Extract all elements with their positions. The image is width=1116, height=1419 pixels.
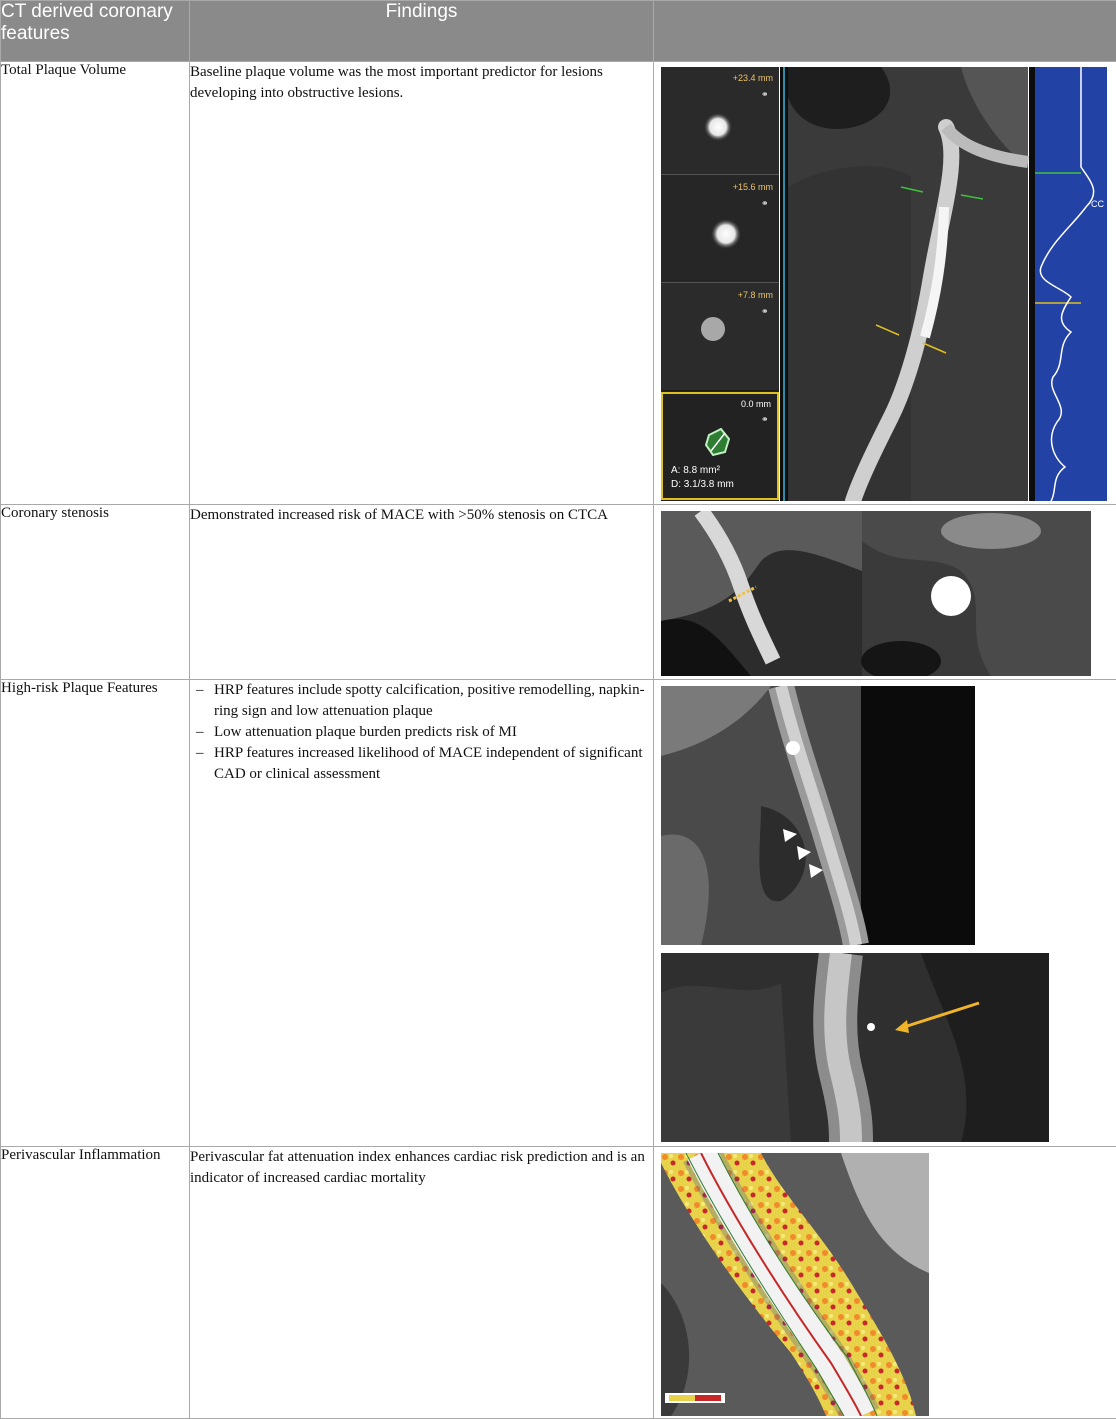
- fai-map-image: [661, 1153, 929, 1416]
- list-item: – HRP features include spotty calcification, positive remodelling, napkin-ring sign and low attenuation plaque: [190, 680, 653, 722]
- table-row: [1, 505, 1116, 680]
- link-icon: ⚭: [761, 306, 769, 316]
- image-cell: [654, 1147, 1116, 1419]
- slice-label-2: +15.6 mm: [733, 182, 773, 192]
- header-features: CT derived coronary features: [1, 1, 190, 62]
- finding-cell: Demonstrated increased risk of MACE with >50% stenosis on CTCA: [190, 505, 654, 680]
- plaque-volume-image: [661, 67, 1107, 501]
- stenosis-image: [661, 511, 1091, 676]
- area-readout: A: 8.8 mm²: [671, 465, 721, 476]
- feature-cell: Total Plaque Volume: [1, 62, 190, 505]
- link-icon: ⚭: [761, 414, 769, 424]
- link-icon: ⚭: [761, 89, 769, 99]
- slice-label-3: +7.8 mm: [738, 290, 773, 300]
- list-item: – HRP features increased likelihood of MACE independent of significant CAD or clinical assessment: [190, 743, 653, 785]
- slice-label-4: 0.0 mm: [741, 399, 771, 409]
- diameter-readout: D: 3.1/3.8 mm: [671, 479, 734, 490]
- image-cell: [654, 62, 1116, 505]
- list-item: – Low attenuation plaque burden predicts risk of MI: [190, 722, 653, 743]
- image-cell: [654, 680, 1116, 1147]
- finding-cell: [190, 680, 654, 1147]
- table-row: [1, 1147, 1116, 1419]
- header-findings: Findings: [190, 1, 654, 62]
- image-cell: [654, 505, 1116, 680]
- header-row: [1, 1, 1116, 62]
- slice-label-1: +23.4 mm: [733, 73, 773, 83]
- header-images: [654, 1, 1116, 62]
- feature-cell: Perivascular Inflammation: [1, 1147, 190, 1419]
- finding-cell: Baseline plaque volume was the most important predictor for lesions developing into obstructive lesions.: [190, 62, 654, 505]
- color-scale-bar: [665, 1393, 725, 1403]
- spotty-calcification-image: [661, 953, 1049, 1142]
- table-row: [1, 62, 1116, 505]
- feature-cell: Coronary stenosis: [1, 505, 190, 680]
- feature-cell: High-risk Plaque Features: [1, 680, 190, 1147]
- napkin-ring-image: [661, 686, 975, 945]
- table-row: [1, 680, 1116, 1147]
- link-icon: ⚭: [761, 198, 769, 208]
- finding-cell: Perivascular fat attenuation index enhances cardiac risk prediction and is an indicator of increased cardiac mortality: [190, 1147, 654, 1419]
- profile-marker: CC: [1091, 199, 1104, 209]
- findings-list: [190, 680, 653, 785]
